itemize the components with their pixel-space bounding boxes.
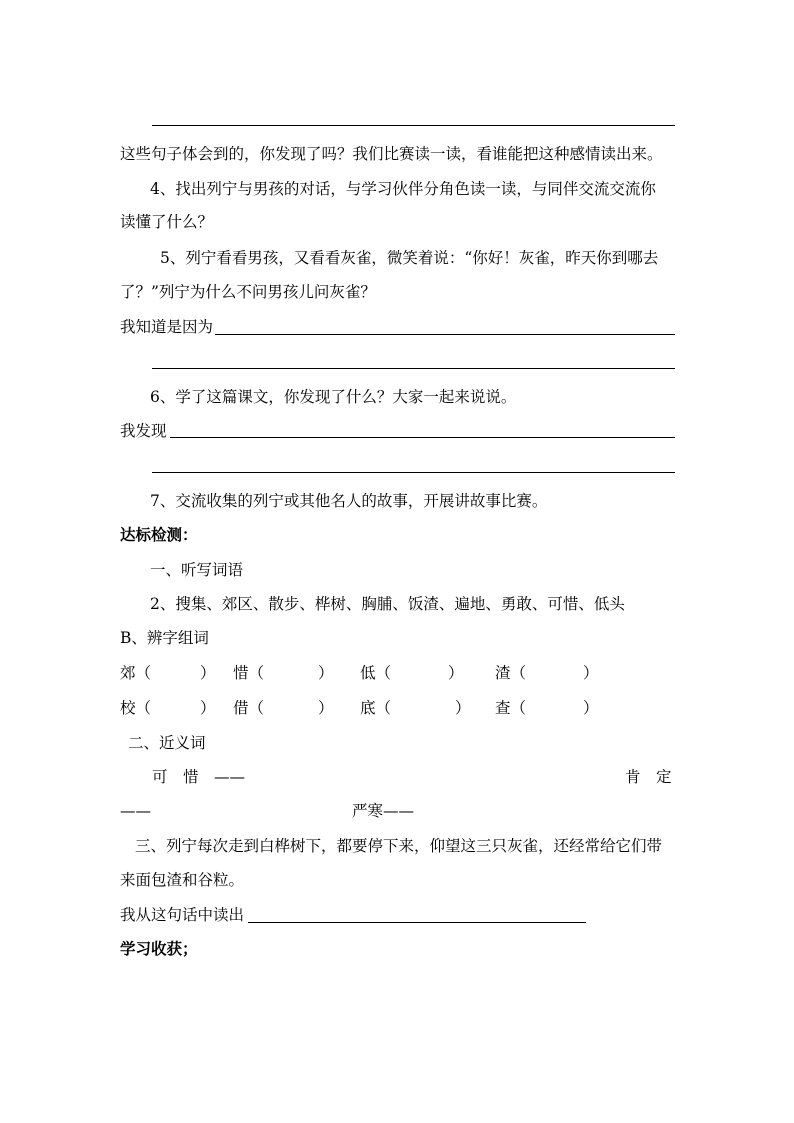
question-7: 7、交流收集的列宁或其他名人的故事，开展讲故事比赛。 bbox=[150, 492, 548, 510]
subsection-title: 一、听写词语 bbox=[150, 561, 244, 579]
subsection-title: 二、近义词 bbox=[128, 734, 206, 752]
char-open: 惜（ bbox=[233, 664, 265, 682]
question-5: 5、列宁看看男孩，又看看灰雀，微笑着说：“你好！灰雀，昨天你到哪去 bbox=[160, 249, 659, 267]
answer-prompt: 我从这句话中读出 bbox=[120, 906, 245, 924]
text-line: 来面包渣和谷粒。 bbox=[120, 871, 245, 889]
text-line: 读懂了什么？ bbox=[120, 213, 214, 231]
section-heading: 达标检测： bbox=[120, 525, 198, 544]
char-close: ） bbox=[318, 699, 334, 717]
char-open: 查（ bbox=[495, 699, 527, 717]
char-open: 底（ bbox=[360, 699, 392, 717]
synonym-item: 可 惜 —— bbox=[152, 768, 246, 786]
char-close: ） bbox=[448, 664, 464, 682]
char-open: 低（ bbox=[360, 664, 392, 682]
question-6: 6、学了这篇课文，你发现了什么？大家一起来说说。 bbox=[150, 388, 517, 406]
char-close: ） bbox=[200, 664, 216, 682]
question-3: 三、列宁每次走到白桦树下，都要停下来，仰望这三只灰雀，还经常给它们带 bbox=[135, 837, 663, 855]
char-close: ） bbox=[583, 664, 599, 682]
answer-line bbox=[215, 334, 675, 335]
answer-line bbox=[152, 125, 675, 126]
subsection-title: B、辨字组词 bbox=[120, 629, 209, 647]
char-close: ） bbox=[318, 664, 334, 682]
char-open: 郊（ bbox=[120, 664, 152, 682]
section-heading: 学习收获； bbox=[120, 939, 198, 958]
synonym-item: 严寒—— bbox=[352, 802, 415, 820]
answer-line bbox=[170, 437, 675, 438]
answer-line bbox=[152, 472, 675, 473]
char-close: ） bbox=[583, 699, 599, 717]
char-open: 校（ bbox=[120, 699, 152, 717]
text-line: 这些句子体会到的，你发现了吗？我们比赛读一读，看谁能把这种感情读出来。 bbox=[120, 145, 663, 163]
synonym-item: 肯 定 bbox=[625, 768, 672, 786]
word-list: 2、搜集、郊区、散步、桦树、胸脯、饭渣、遍地、勇敢、可惜、低头 bbox=[150, 595, 625, 613]
char-open: 借（ bbox=[233, 699, 265, 717]
text-line: 了？”列宁为什么不问男孩儿问灰雀？ bbox=[120, 283, 376, 301]
char-close: ） bbox=[200, 699, 216, 717]
question-4: 4、找出列宁与男孩的对话，与学习伙伴分角色读一读，与同伴交流交流你 bbox=[150, 180, 656, 198]
char-open: 渣（ bbox=[495, 664, 527, 682]
answer-prompt: 我发现 bbox=[120, 422, 167, 440]
synonym-dash: —— bbox=[120, 802, 151, 820]
answer-line bbox=[152, 368, 675, 369]
answer-prompt: 我知道是因为 bbox=[120, 318, 214, 336]
char-close: ） bbox=[455, 699, 471, 717]
answer-line bbox=[248, 922, 586, 923]
